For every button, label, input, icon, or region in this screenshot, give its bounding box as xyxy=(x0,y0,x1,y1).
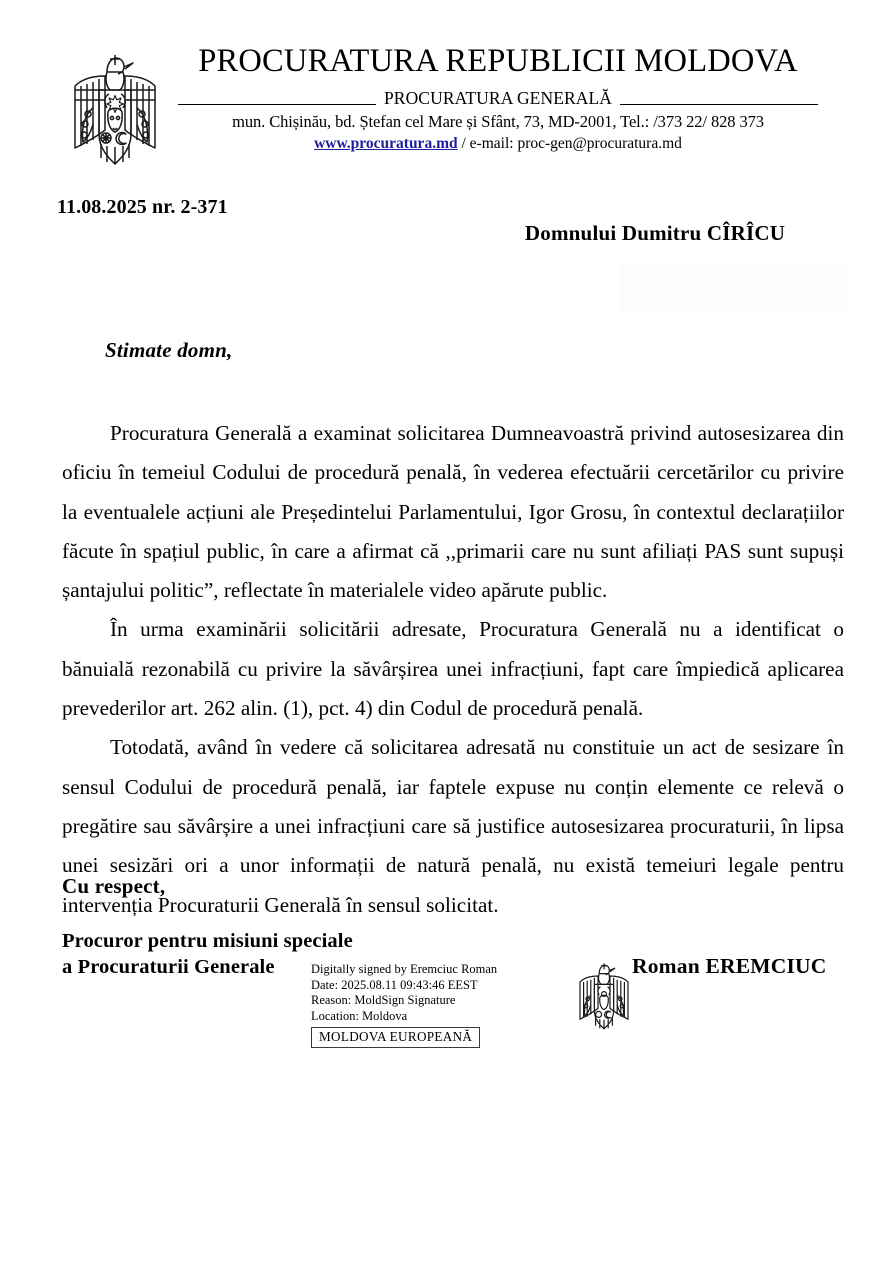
organization-title: PROCURATURA REPUBLICII MOLDOVA xyxy=(198,43,798,79)
redacted-area xyxy=(620,262,850,312)
letterhead-text xyxy=(178,44,818,153)
digital-signature-badge: MOLDOVA EUROPEANĂ xyxy=(311,1027,480,1048)
digital-signature-signed-by: Digitally signed by Eremciuc Roman xyxy=(311,962,498,976)
website-link[interactable]: www.procuratura.md xyxy=(314,135,458,153)
rule-right xyxy=(620,104,818,105)
digital-signature-reason: Reason: MoldSign Signature xyxy=(311,993,456,1008)
subdivision-title: PROCURATURA GENERALĂ xyxy=(383,88,613,109)
addressee-name: Domnului Dumitru CÎRÎCU xyxy=(524,221,786,245)
moldova-coat-of-arms-small-icon xyxy=(568,952,640,1048)
digital-signature-location: Location: Moldova xyxy=(311,1008,408,1023)
signer-role xyxy=(62,928,353,980)
rule-left xyxy=(178,104,376,105)
salutation: Stimate domn, xyxy=(105,338,233,362)
body-paragraph-3: Totodată, având în vedere că solicitarea adresată nu constituie un act de sesizare în sensul Codului de procedură penală, iar faptele expuse nu conțin elemente ce relevă o pregătire sau săvârșire a unei infracțiuni care să justifice autosesizarea procuraturii, în lipsa unei sesizări ori a unor informații de natură penală, nu există temeiuri legale pentru intervenția Procuraturii Generală în sensul solicitat. xyxy=(62,735,844,917)
email-address[interactable]: proc-gen@procuratura.md xyxy=(517,135,682,153)
digital-signature-date: Date: 2025.08.11 09:43:46 EEST xyxy=(311,977,478,992)
office-contact xyxy=(178,135,818,153)
letterhead xyxy=(0,44,892,194)
body-paragraph-1: Procuratura Generală a examinat solicitarea Dumneavoastră privind autosesizarea din oficiu în temeiul Codului de procedură penală, în vederea efectuării cercetărilor cu privire la eventualele acțiuni ale Președintelui Parlamentului, Igor Grosu, în contextul declarațiilor făcute în spațiul public, în care a afirmat că ,,primarii care nu sunt afiliați PAS sunt supuși șantajului politic”, reflectate în materialele video apărute public. xyxy=(62,421,844,603)
signer-name: Roman EREMCIUC xyxy=(632,954,827,978)
subdivision-row xyxy=(178,88,818,109)
body-paragraph-2: În urma examinării solicitării adresate, Procuratura Generală nu a identificat o bănuială rezonabilă cu privire la săvârșirea unei infracțiuni, fapt care împiedică aplicarea prevederilor art. 262 alin. (1), pct. 4) din Codul de procedură penală. xyxy=(62,617,844,721)
moldova-coat-of-arms-icon xyxy=(55,50,175,182)
digital-signature-block xyxy=(311,962,497,1048)
office-address: mun. Chișinău, bd. Ștefan cel Mare și Sfânt, 73, MD-2001, Tel.: /373 22/ 828 373 xyxy=(232,112,764,132)
signer-role-line-2: a Procuraturii Generale xyxy=(62,956,275,978)
reference-line: 11.08.2025 nr. 2-371 xyxy=(57,196,228,218)
closing-salutation: Cu respect, xyxy=(62,874,166,898)
signer-role-line-1: Procuror pentru misiuni speciale xyxy=(62,930,353,952)
letter-body xyxy=(62,414,844,925)
contact-separator: / e-mail: xyxy=(457,135,518,153)
